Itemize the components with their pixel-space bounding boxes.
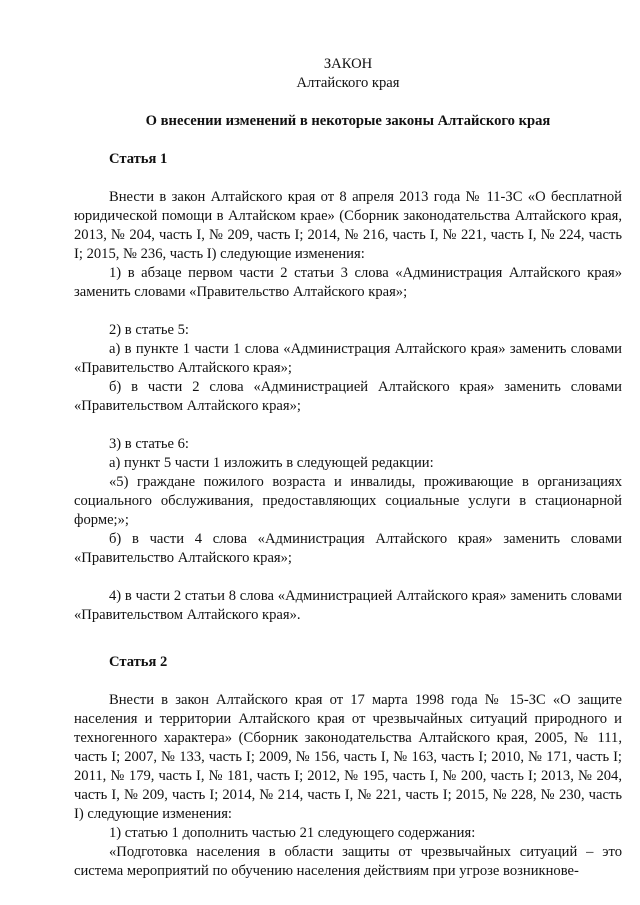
- document-page: [74, 55, 622, 881]
- article-1-heading: Статья 1: [109, 151, 168, 167]
- article-1-item-3: 3) в статье 6:: [109, 436, 189, 452]
- article-1-item-2a: а) в пункте 1 части 1 слова «Администрация Алтайского края» заменить словами «Правительство Алтайского края»;: [74, 341, 622, 376]
- article-1-item-1: 1) в абзаце первом части 2 статьи 3 слова «Администрация Алтайского края» заменить словами «Правительство Алтайского края»;: [74, 265, 622, 300]
- article-2-item-1-quote: «Подготовка населения в области защиты от чрезвычайных ситуаций – это система мероприятий по обучению населения действиям при угрозе возникнове-: [74, 844, 622, 879]
- article-1-item-2: 2) в статье 5:: [109, 322, 189, 338]
- article-2-intro: Внести в закон Алтайского края от 17 марта 1998 года № 15-ЗС «О защите населения и территории Алтайского края от чрезвычайных ситуаций природного и техногенного характера» (Сборник законодательства Алтайского края, 2005, № 111, часть I; 2007, № 133, часть I; 2009, № 156, часть I, № 163, часть I; 2010, № 171, часть I; 2011, № 179, часть I, № 181, часть I; 2012, № 195, часть I, № 200, часть I; 2013, № 204, часть I, № 209, часть I; 2014, № 214, часть I, № 221, часть I; 2015, № 228, № 230, часть I) следующие изменения:: [74, 692, 622, 822]
- spacer: [74, 416, 622, 435]
- article-1-item-4: 4) в части 2 статьи 8 слова «Администрацией Алтайского края» заменить словами «Правительством Алтайского края».: [74, 588, 622, 623]
- article-1-item-3b: б) в части 4 слова «Администрация Алтайского края» заменить словами «Правительство Алтайского края»;: [74, 531, 622, 566]
- article-1-intro: Внести в закон Алтайского края от 8 апреля 2013 года № 11-ЗС «О бесплатной юридической помощи в Алтайском крае» (Сборник законодательства Алтайского края, 2013, № 204, часть I, № 209, часть I; 2014, № 216, часть I, № 221, часть I, № 224, часть I; 2015, № 236, часть I) следующие изменения:: [74, 189, 622, 262]
- article-1-item-2b: б) в части 2 слова «Администрацией Алтайского края» заменить словами «Правительством Алтайского края»;: [74, 379, 622, 414]
- law-heading: О внесении изменений в некоторые законы Алтайского края: [145, 113, 551, 129]
- spacer: [74, 568, 622, 587]
- article-2-heading: Статья 2: [109, 654, 168, 670]
- article-1-item-3a-quote: «5) граждане пожилого возраста и инвалиды, проживающие в организациях социального обслуживания, предоставляющих социальные услуги в стационарной форме;»;: [74, 474, 622, 528]
- article-2-item-1: 1) статью 1 дополнить частью 21 следующего содержания:: [109, 825, 476, 841]
- law-title: ЗАКОН: [323, 56, 373, 72]
- spacer: [74, 302, 622, 321]
- article-1-item-3a: а) пункт 5 части 1 изложить в следующей редакции:: [109, 455, 434, 471]
- spacer: [74, 625, 622, 653]
- law-subtitle: Алтайского края: [296, 75, 400, 91]
